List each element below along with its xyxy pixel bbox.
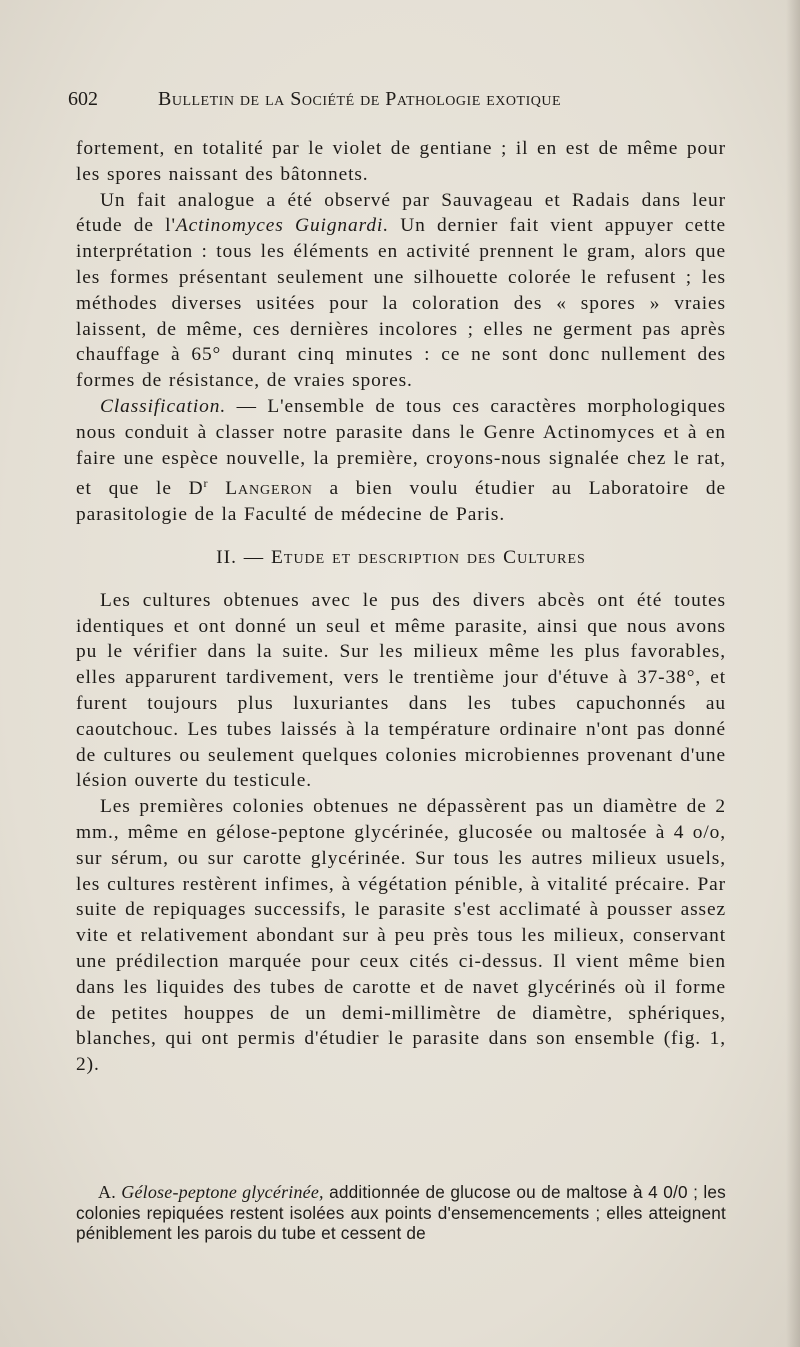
running-head: Bulletin de la Société de Pathologie exotique bbox=[158, 88, 562, 110]
text-run bbox=[208, 478, 225, 499]
text-run: Classification. bbox=[100, 395, 227, 417]
paragraph-group-1 bbox=[76, 136, 726, 528]
paragraph-p2 bbox=[76, 188, 726, 394]
section-number: II. bbox=[216, 546, 237, 568]
text-run: r bbox=[203, 476, 209, 491]
text-run: Les cultures obtenues avec le pus des divers abcès ont été toutes identiques et ont donné un seul et même parasite, ainsi que nous avons pu le vérifier dans la suite. Sur les milieux même les plus favorables, elles apparurent tardivement, vers le trentième jour d'étuve à 37-38°, et furent toujours plus luxuriantes dans les tubes capuchonnés au caoutchouc. Les tubes laissés à la température ordinaire n'ont pas donné de cultures ou seulement quelques colonies microbiennes provenant d'une lésion ouverte du testicule. bbox=[76, 589, 726, 792]
text-run: a bien voulu étudier au Laboratoire de parasitologie de la Faculté de médecine de Paris. bbox=[76, 478, 726, 526]
text-run: Un fait analogue a été observé par Sauvageau et Radais dans leur étude de l' bbox=[76, 189, 726, 237]
text-run: Langeron bbox=[225, 478, 313, 500]
paragraph-p3 bbox=[76, 394, 726, 528]
paragraph-p4 bbox=[76, 588, 726, 794]
paragraph-p1 bbox=[76, 136, 726, 188]
paragraph-p5 bbox=[76, 794, 726, 1078]
footnote-text: additionnée de glucose ou de maltose à 4 0/0 ; les colonies repiquées restent isolées aux points d'ensemencements ; elles atteignent péniblement les parois du tube et cessent de bbox=[76, 1182, 726, 1243]
section-dash: — bbox=[243, 546, 265, 568]
footnote-label: A. bbox=[98, 1182, 116, 1202]
text-run: Un dernier fait vient appuyer cette interprétation : tous les éléments en activité prennent le gram, alors que les formes présentant seulement une silhouette colorée le refusent ; les méthodes diverses usitées pour la coloration des « spores » vraies laissent, de même, ces dernières incolores ; elles ne germent pas après chauffage à 65° durant cinq minutes : ce ne sont donc nullement des formes de résistance, de vraies spores. bbox=[76, 215, 726, 392]
section-title: Etude et description des Cultures bbox=[271, 546, 586, 568]
paragraph-group-2 bbox=[76, 588, 726, 1078]
body-text bbox=[76, 136, 726, 1078]
footnote-title: Gélose-peptone glycérinée, bbox=[121, 1182, 324, 1202]
text-run: — L'ensemble de tous ces caractères morphologiques nous conduit à classer notre parasite dans le Genre Actinomyces et à en faire une espèce nouvelle, la première, croyons-nous signalée chez le rat, et que le D bbox=[76, 395, 726, 500]
page-edge-shadow bbox=[786, 0, 800, 1347]
section-heading bbox=[76, 545, 726, 571]
text-run: Actinomyces Guignardi. bbox=[175, 215, 389, 237]
text-run: fortement, en totalité par le violet de gentiane ; il en est de même pour les spores naissant des bâtonnets. bbox=[76, 138, 726, 185]
page-number: 602 bbox=[68, 88, 98, 110]
text-run: Les premières colonies obtenues ne dépassèrent pas un diamètre de 2 mm., même en gélose-peptone glycérinée, glucosée ou maltosée à 4 o/o, sur sérum, ou sur carotte glycérinée. Sur tous les autres milieux usuels, les cultures restèrent infimes, à végétation pénible, à vitalité précaire. Par suite de repiquages successifs, le parasite s'est acclimaté à pousser assez vite et relativement abondant sur à peu près tous les milieux, conservant une prédilection marquée pour ceux cités ci-dessus. Il vient même bien dans les liquides des tubes de carotte et de navet glycérinés où il forme de petites houppes de un demi-millimètre de diamètre, sphériques, blanches, qui ont permis d'étudier le parasite dans son ensemble (fig. 1, 2). bbox=[76, 796, 726, 1076]
page-header bbox=[68, 88, 728, 118]
footnote bbox=[76, 1182, 726, 1244]
